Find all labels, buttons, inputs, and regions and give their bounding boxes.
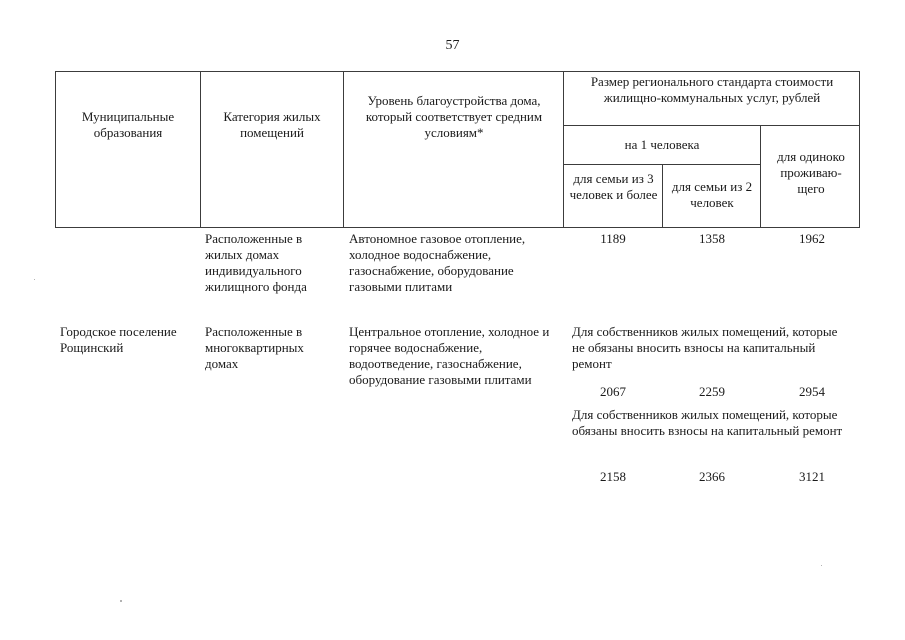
header-divider-1 (200, 71, 201, 228)
header-subrow-border (563, 125, 860, 126)
table-header (55, 71, 860, 228)
header-divider-5 (662, 164, 663, 228)
row2-category: Расположенные в многоквартирных домах (205, 324, 304, 371)
header-per-person: на 1 человека (624, 137, 700, 152)
row1-value-single: 1962 (799, 231, 825, 246)
header-right-border (859, 71, 860, 228)
row1-value-family-3plus: 1189 (600, 231, 626, 246)
header-category: Категория жилых помещений (223, 109, 321, 140)
header-divider-2 (343, 71, 344, 228)
header-left-border (55, 71, 56, 228)
row2-value2-family-2: 2366 (699, 469, 725, 484)
row2-note-capital-repair: Для собственников жилых помещений, которые обязаны вносить взносы на капитальный ремонт (572, 407, 843, 438)
page-number: 57 (445, 38, 460, 53)
header-family-3plus: для семьи из 3 человек и более (569, 171, 658, 202)
header-municipality: Муниципальные образования (81, 109, 175, 140)
header-bottom-border (55, 227, 860, 228)
scan-speck (120, 600, 122, 602)
header-family-2: для семьи из 2 человек (671, 179, 753, 210)
row2-value1-single: 2954 (799, 384, 825, 399)
header-standard-size: Размер регионального стандарта стоимости жилищно-коммунальных услуг, рублей (590, 74, 834, 105)
header-divider-4 (760, 125, 761, 228)
row2-value2-single: 3121 (799, 469, 825, 484)
scan-speck (34, 279, 35, 280)
header-amenities: Уровень благоустройства дома, который соответствует средним условиям* (365, 93, 543, 140)
row1-value-family-2: 1358 (699, 231, 725, 246)
row1-amenities: Автономное газовое отопление, холодное водоснабжение, газоснабжение, оборудование газовыми плитами (349, 231, 526, 294)
header-divider-3 (563, 71, 564, 228)
row2-note-no-capital-repair: Для собственников жилых помещений, которые не обязаны вносить взносы на капитальный ремонт (572, 324, 838, 371)
scan-speck (821, 565, 822, 566)
header-top-border (55, 71, 860, 72)
header-single-resident: для одиноко проживаю-щего (777, 149, 845, 196)
row2-municipality: Городское поселение Рощинский (60, 324, 177, 355)
row2-value2-family-3plus: 2158 (600, 469, 626, 484)
row2-value1-family-2: 2259 (699, 384, 725, 399)
row1-category: Расположенные в жилых домах индивидуального жилищного фонда (205, 231, 307, 294)
row2-value1-family-3plus: 2067 (600, 384, 626, 399)
row2-amenities: Центральное отопление, холодное и горячее водоснабжение, водоотведение, газоснабжение, оборудование газовыми плитами (349, 324, 550, 387)
